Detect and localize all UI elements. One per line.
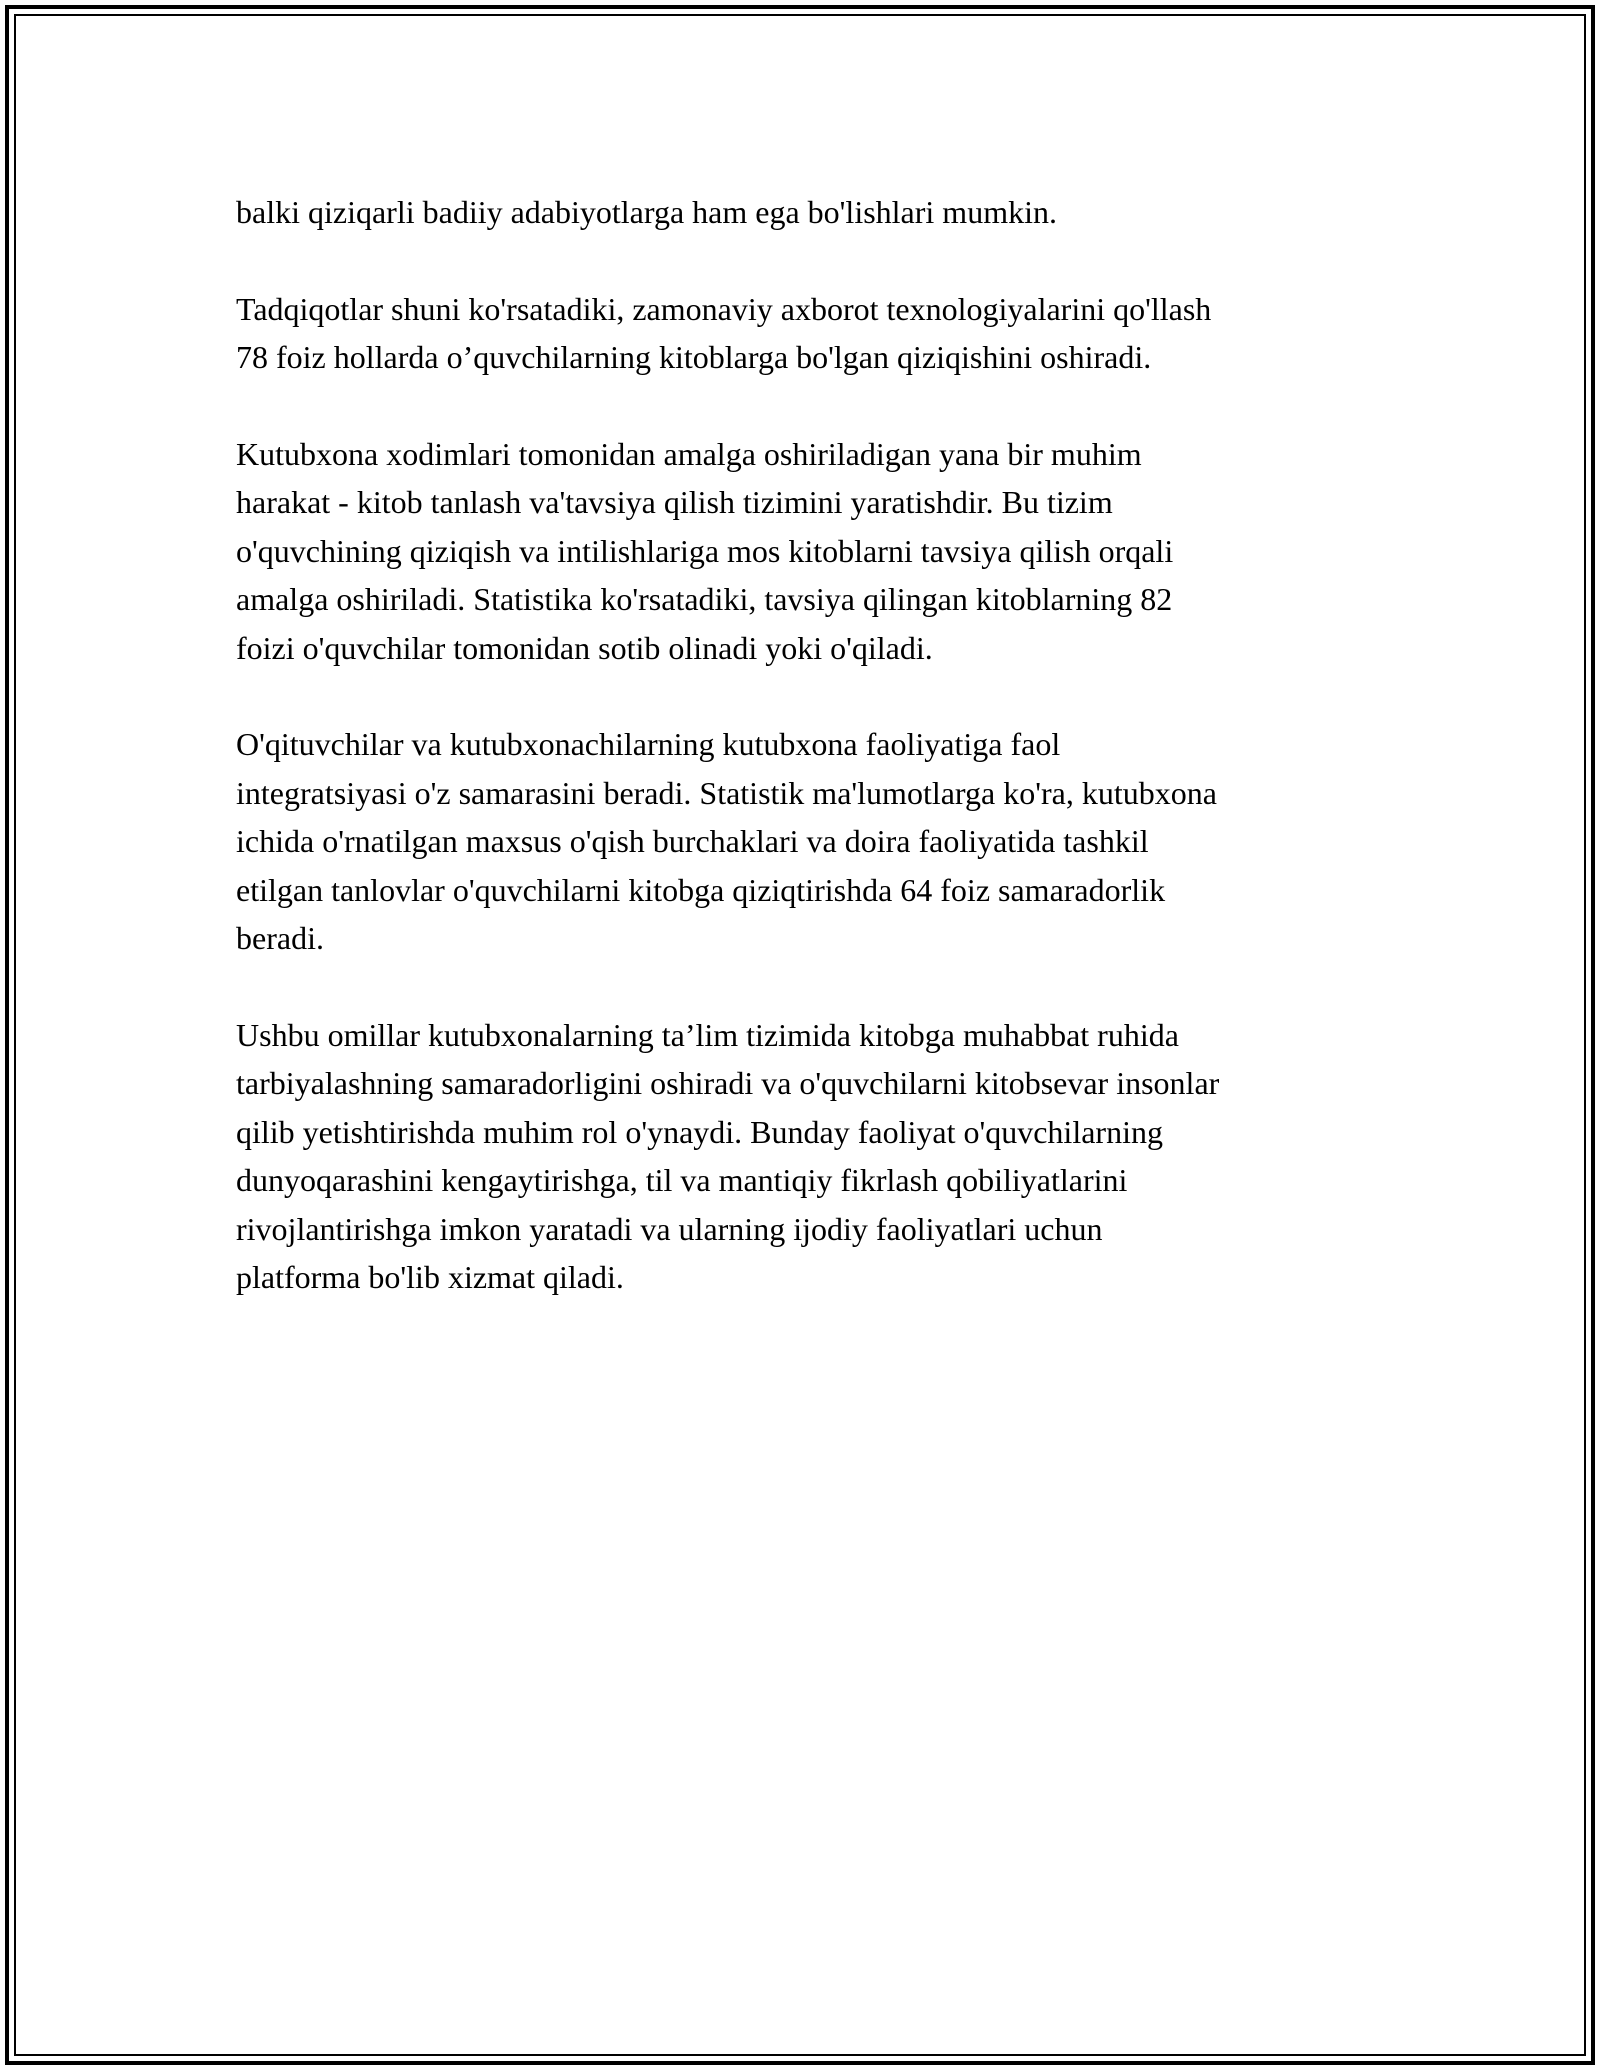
paragraph-conclusion: Ushbu omillar kutubxonalarning ta’lim tizimida kitobga muhabbat ruhida tarbiyalashning samaradorligini oshiradi va o'quvchilarni kitobsevar insonlar qilib yetishtirishda muhim rol o'ynaydi. Bunday faoliyat o'quvchilarning dunyoqarashini kengaytirishga, til va mantiqiy fikrlash qobiliyatlarini rivojlantirishga imkon yaratadi va ularning ijodiy faoliyatlari uchun platforma bo'lib xizmat qiladi. [236,1016,1220,1295]
paragraph-teacher-integration: O'qituvchilar va kutubxonachilarning kutubxona faoliyatiga faol integratsiyasi o'z samarasini beradi. Statistik ma'lumotlarga ko'ra, kutubxona ichida o'rnatilgan maxsus o'qish burchaklari va doira faoliyatida tashkil etilgan tanlovlar o'quvchilarni kitobga qiziqtirishda 64 foiz samaradorlik beradi. [236,726,1217,956]
paragraph-recommendation-system: Kutubxona xodimlari tomonidan amalga oshiriladigan yana bir muhim harakat - kitob tanlash va'tavsiya qilish tizimini yaratishdir. Bu tizim o'quvchining qiziqish va intilishlariga mos kitoblarni tavsiya qilish orqali amalga oshiriladi. Statistika ko'rsatadiki, tavsiya qilingan kitoblarning 82 foizi o'quvchilar tomonidan sotib olinadi yoki o'qiladi. [236,435,1174,666]
paragraph-intro-continuation: balki qiziqarli badiiy adabiyotlarga ham ega bo'lishlari mumkin. [236,194,1057,230]
paragraph-research-findings: Tadqiqotlar shuni ko'rsatadiki, zamonaviy axborot texnologiyalarini qo'llash 78 foiz hollarda o’quvchilarning kitoblarga bo'lgan qiziqishini oshiradi. [236,290,1212,375]
document-body [236,188,1396,1350]
